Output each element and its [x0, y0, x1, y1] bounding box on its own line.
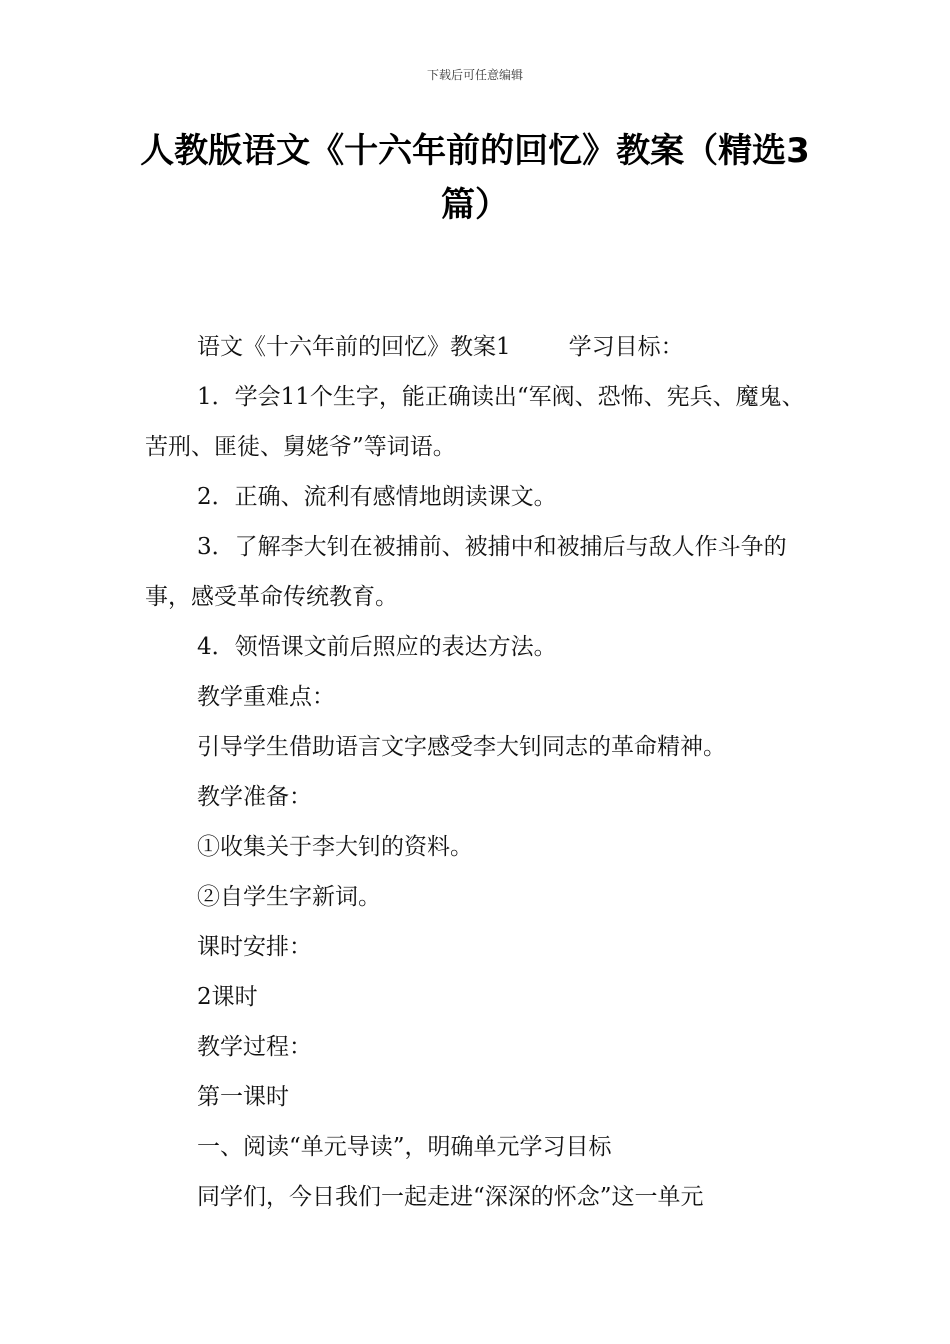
document-body [145, 322, 810, 1222]
intro-paragraph [145, 322, 810, 372]
header-note: 下载后可任意编辑 [426, 68, 523, 82]
schedule-label: 课时安排： [197, 934, 312, 960]
section-one-text: 同学们，今日我们一起走进“深深的怀念”这一单元 [197, 1184, 704, 1210]
key-difficulty-text: 引导学生借助语言文字感受李大钊同志的革命精神。 [197, 734, 726, 760]
document-title: 人教版语文《十六年前的回忆》教案（精选3篇） [140, 131, 810, 225]
goal-1: 1．学会11个生字，能正确读出“军阀、恐怖、宪兵、魔鬼、苦刑、匪徒、舅姥爷”等词语。 [145, 384, 805, 460]
schedule-value: 2课时 [197, 984, 258, 1010]
first-lesson-heading: 第一课时 [197, 1084, 289, 1110]
goal-4: 4．领悟课文前后照应的表达方法。 [197, 634, 557, 660]
preparation-item-1: ①收集关于李大钊的资料。 [197, 834, 473, 860]
section-one-heading: 一、阅读“单元导读”，明确单元学习目标 [197, 1134, 612, 1160]
lesson-plan-heading: 语文《十六年前的回忆》教案1 [197, 334, 511, 360]
goal-3: 3．了解李大钊在被捕前、被捕中和被捕后与敌人作斗争的事，感受革命传统教育。 [145, 534, 787, 610]
preparation-item-2: ②自学生字新词。 [197, 884, 381, 910]
preparation-label: 教学准备： [197, 784, 312, 810]
learning-goals-label: 学习目标： [568, 334, 684, 360]
key-difficulty-label: 教学重难点： [197, 684, 335, 710]
goal-2: 2．正确、流利有感情地朗读课文。 [197, 484, 557, 510]
process-label: 教学过程： [197, 1034, 312, 1060]
